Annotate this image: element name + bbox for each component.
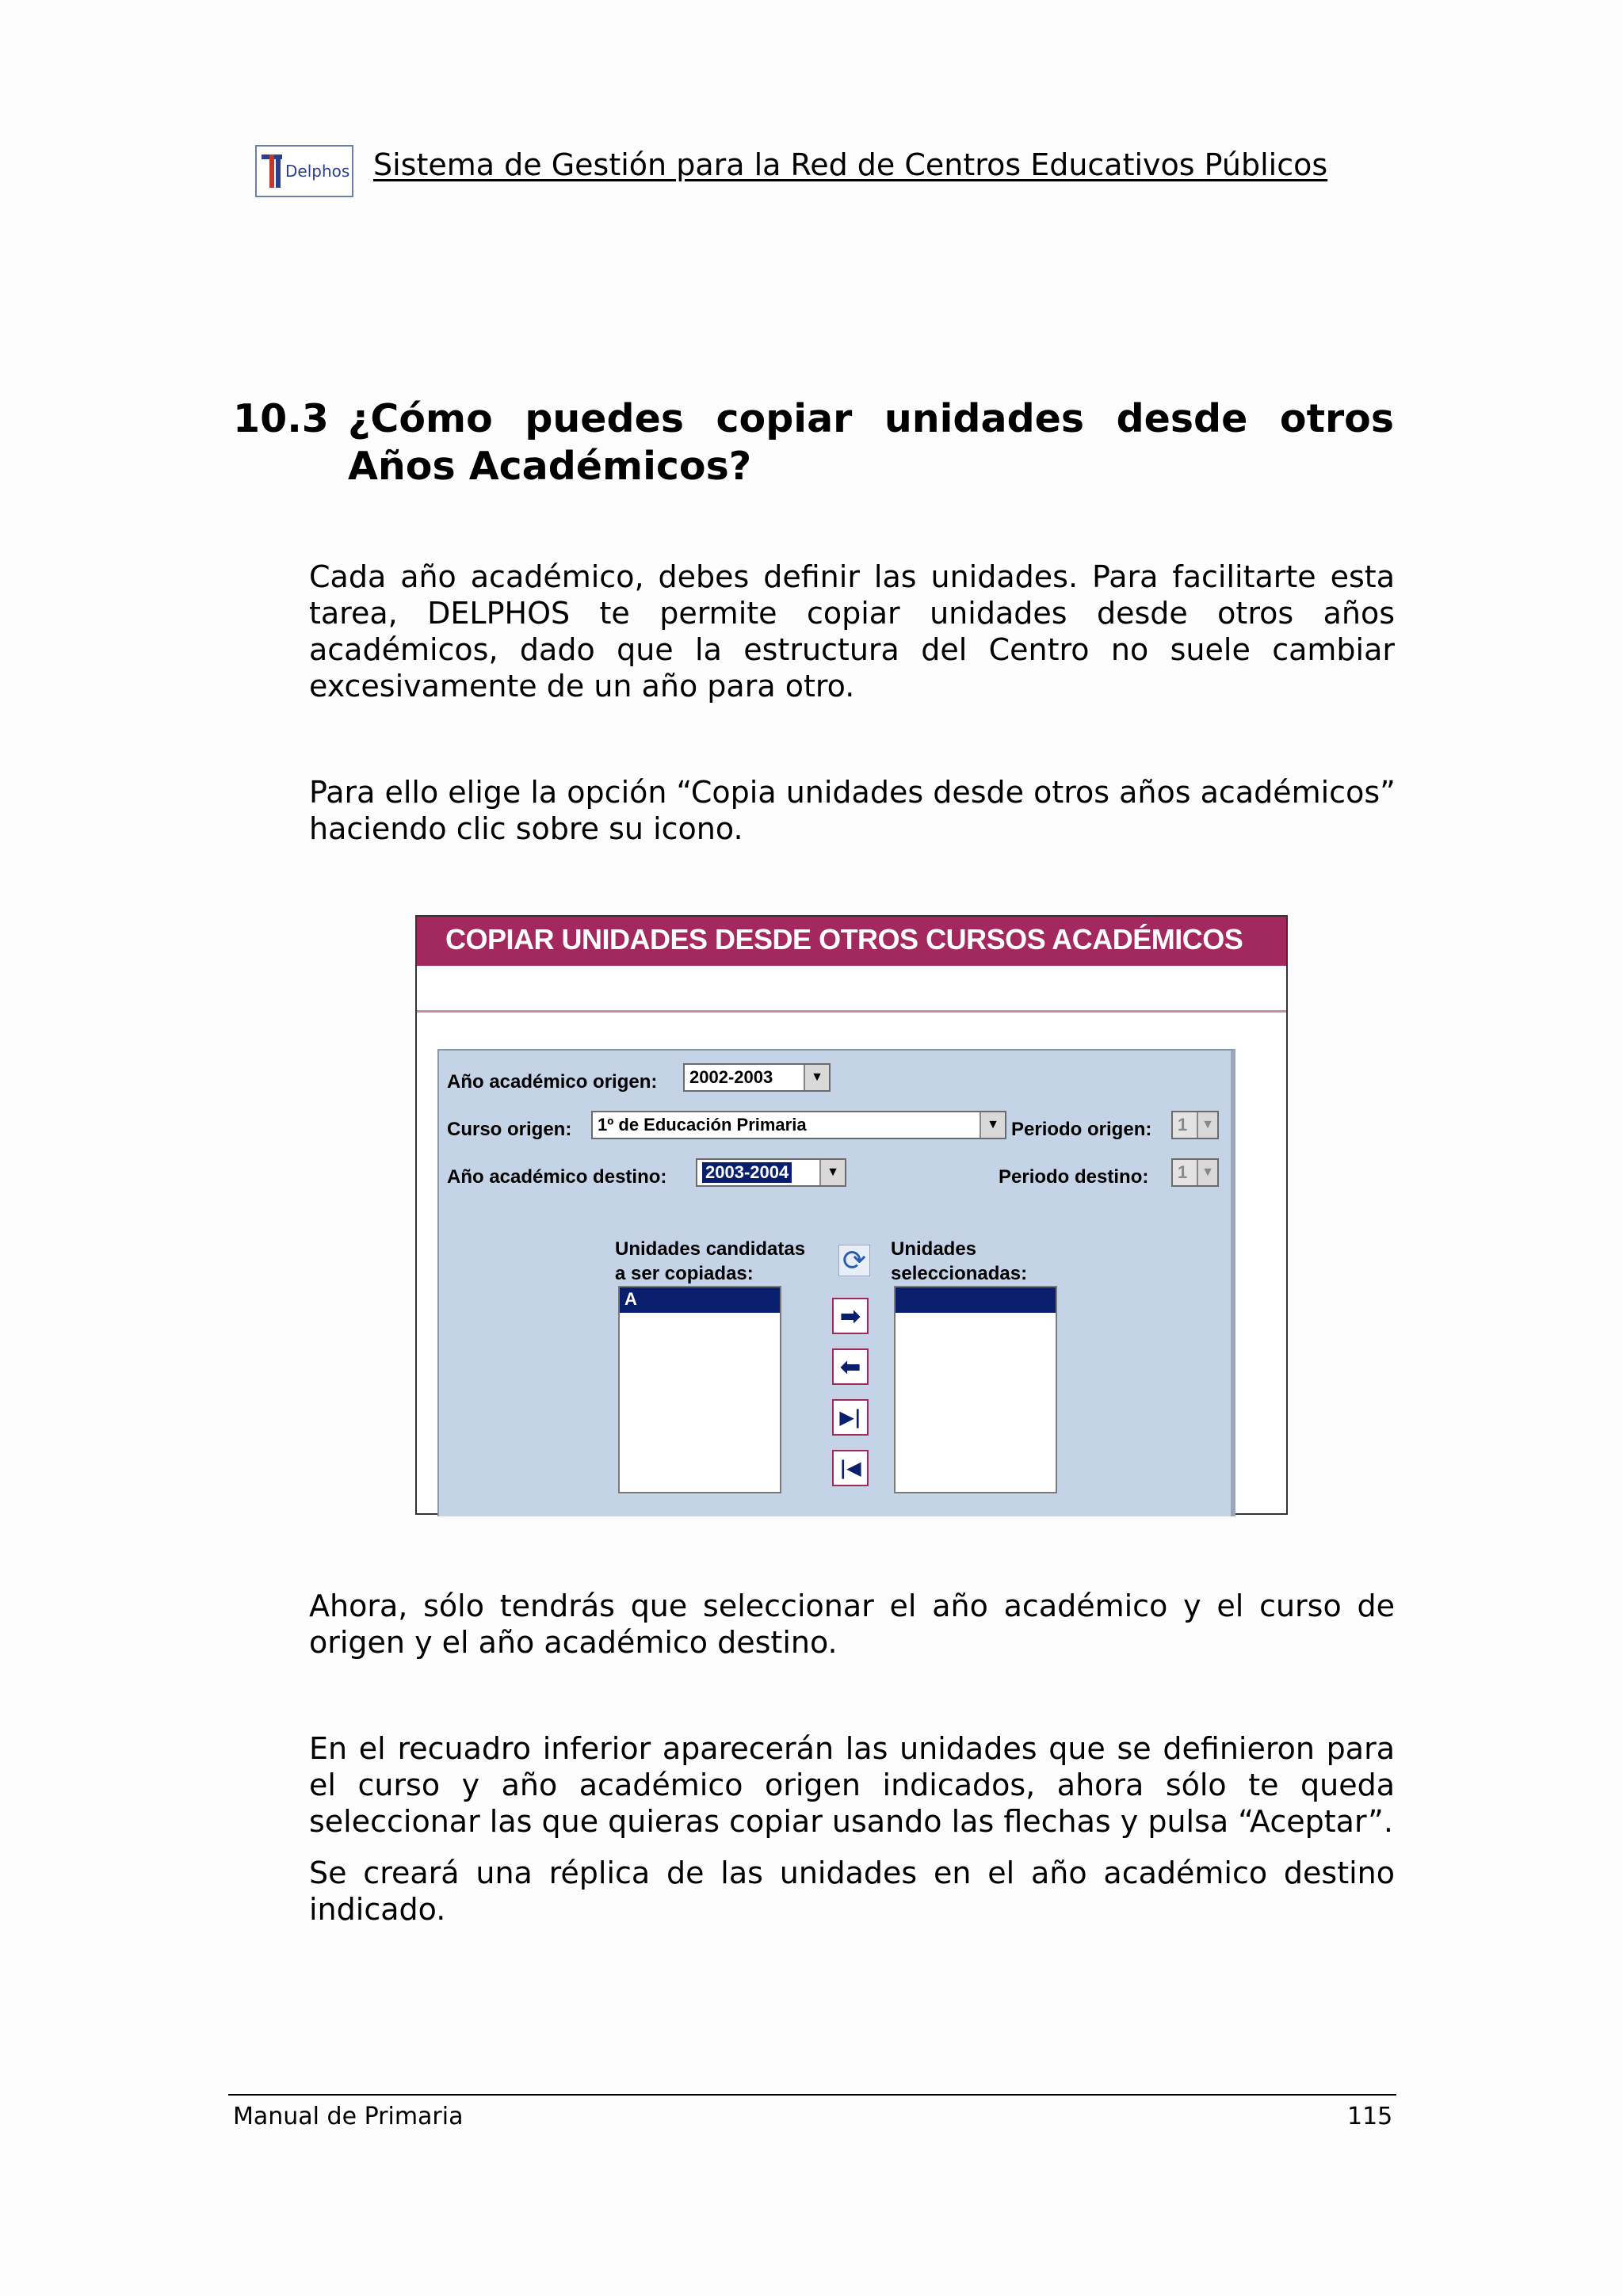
logo-text: Delphos: [285, 162, 350, 181]
paragraph-copy: [309, 1730, 1395, 1840]
paragraph-select: [309, 1588, 1395, 1661]
periodo-destino-value: 1: [1178, 1162, 1188, 1182]
title-word: unidades: [884, 396, 1085, 441]
text-line: excesivamente de un año para otro.: [309, 669, 855, 704]
candidatas-label-2: a ser copiadas:: [615, 1263, 754, 1284]
paragraph-result: [309, 1855, 1395, 1928]
window-separator: [417, 1010, 1286, 1013]
anio-origen-label: Año académico origen:: [447, 1071, 658, 1093]
paragraph-intro: [309, 559, 1395, 704]
paragraph-option: [309, 774, 1395, 847]
form-panel: [437, 1049, 1235, 1516]
section-title-line-2: Años Académicos?: [348, 444, 752, 489]
move-right-button[interactable]: [832, 1298, 869, 1334]
periodo-origen-label: Periodo origen:: [1011, 1119, 1152, 1140]
window-title: COPIAR UNIDADES DESDE OTROS CURSOS ACADÉMICOS: [417, 917, 1286, 966]
copiar-unidades-window: [415, 915, 1288, 1515]
list-item-selected-empty[interactable]: [896, 1287, 1056, 1313]
text-line: Se creará una réplica de las unidades en el año académico destino: [309, 1855, 1395, 1890]
title-word: ¿Cómo: [348, 396, 493, 441]
curso-origen-value: 1º de Educación Primaria: [598, 1115, 807, 1135]
text-line: Para ello elige la opción “Copia unidades desde otros años académicos”: [309, 775, 1396, 810]
skip-back-icon: |◀: [839, 1457, 861, 1479]
text-line: Cada año académico, debes definir las unidades. Para facilitarte esta: [309, 559, 1395, 594]
anio-destino-label: Año académico destino:: [447, 1166, 667, 1188]
section-number: 10.3: [233, 396, 329, 441]
candidatas-label-1: Unidades candidatas: [615, 1238, 806, 1260]
list-item[interactable]: A: [620, 1287, 780, 1313]
arrow-left-icon: ⬅: [839, 1352, 861, 1382]
candidatas-list[interactable]: [618, 1286, 781, 1493]
header-title: Sistema de Gestión para la Red de Centros Educativos Públicos: [373, 147, 1328, 182]
title-word: puedes: [525, 396, 684, 441]
title-word: desde: [1116, 396, 1248, 441]
footer-manual-title: Manual de Primaria: [233, 2103, 464, 2130]
text-line: En el recuadro inferior aparecerán las unidades que se definieron para: [309, 1731, 1395, 1766]
periodo-destino-label: Periodo destino:: [999, 1166, 1149, 1188]
chevron-down-icon[interactable]: ▼: [804, 1065, 829, 1090]
title-word: copiar: [716, 396, 853, 441]
seleccionadas-list[interactable]: [894, 1286, 1057, 1493]
seleccionadas-label-2: seleccionadas:: [891, 1263, 1028, 1284]
anio-origen-value: 2002-2003: [689, 1067, 773, 1087]
chevron-down-icon[interactable]: ▼: [980, 1112, 1005, 1138]
anio-destino-select[interactable]: [696, 1158, 846, 1187]
periodo-origen-value: 1: [1178, 1115, 1188, 1135]
text-line: haciendo clic sobre su icono.: [309, 811, 743, 846]
move-all-left-button[interactable]: [832, 1450, 869, 1486]
title-word: otros: [1279, 396, 1394, 441]
seleccionadas-label-1: Unidades: [891, 1238, 977, 1260]
text-line: académicos, dado que la estructura del Centro no suele cambiar: [309, 632, 1395, 667]
skip-forward-icon: ▶|: [839, 1406, 861, 1428]
text-line: indicado.: [309, 1892, 446, 1927]
section-title-line-1: [348, 396, 1394, 441]
delphos-logo: [255, 145, 353, 197]
anio-origen-select[interactable]: [683, 1063, 831, 1092]
periodo-destino-select[interactable]: [1171, 1158, 1219, 1187]
text-line: tarea, DELPHOS te permite copiar unidades desde otros años: [309, 596, 1395, 631]
chevron-down-icon[interactable]: ▼: [1197, 1160, 1217, 1185]
text-line: Ahora, sólo tendrás que seleccionar el año académico y el curso de: [309, 1589, 1395, 1623]
text-line: seleccionar las que quieras copiar usando las flechas y pulsa “Aceptar”.: [309, 1804, 1393, 1839]
periodo-origen-select[interactable]: [1171, 1111, 1219, 1139]
footer-rule: [228, 2094, 1396, 2096]
move-all-right-button[interactable]: [832, 1399, 869, 1436]
chevron-down-icon[interactable]: ▼: [1197, 1112, 1217, 1138]
text-line: origen y el año académico destino.: [309, 1625, 838, 1660]
refresh-icon[interactable]: ⟳: [838, 1245, 870, 1276]
chevron-down-icon[interactable]: ▼: [819, 1160, 845, 1185]
anio-destino-value: 2003-2004: [702, 1162, 792, 1183]
arrow-right-icon: ➡: [839, 1301, 861, 1331]
curso-origen-select[interactable]: [591, 1111, 1006, 1139]
curso-origen-label: Curso origen:: [447, 1119, 572, 1140]
move-left-button[interactable]: [832, 1348, 869, 1385]
page-number: 115: [1347, 2103, 1393, 2130]
columns-icon: [262, 151, 284, 191]
text-line: el curso y año académico origen indicados, ahora sólo te queda: [309, 1768, 1395, 1802]
